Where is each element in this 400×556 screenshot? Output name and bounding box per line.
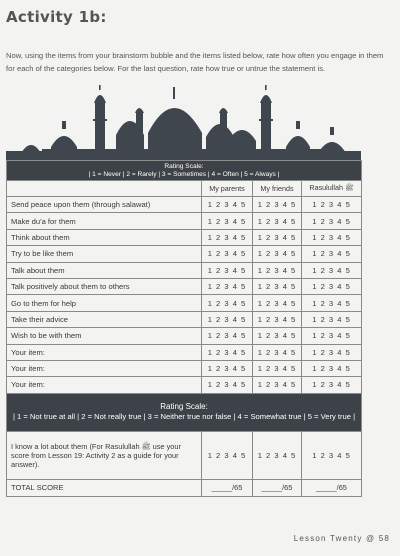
rating-options-rasulullah[interactable]: 1 2 3 4 5 — [302, 377, 362, 393]
rating-options-rasulullah[interactable]: 1 2 3 4 5 — [302, 246, 362, 262]
rating-options-friends[interactable]: 1 2 3 4 5 — [253, 295, 302, 311]
rating-options-friends[interactable]: 1 2 3 4 5 — [253, 328, 302, 344]
rating-options-rasulullah[interactable]: 1 2 3 4 5 — [302, 328, 362, 344]
rating-options-parents[interactable]: 1 2 3 4 5 — [202, 328, 253, 344]
item-label: Your item: — [7, 377, 202, 393]
rating-options-rasulullah[interactable]: 1 2 3 4 5 — [302, 197, 362, 213]
rating-options-parents[interactable]: 1 2 3 4 5 — [202, 431, 253, 479]
true-rating-scale-title: Rating Scale: — [160, 402, 208, 412]
rating-options-friends[interactable]: 1 2 3 4 5 — [253, 197, 302, 213]
rating-options-parents[interactable]: 1 2 3 4 5 — [202, 278, 253, 294]
column-header-parents: My parents — [202, 181, 253, 197]
rating-options-rasulullah[interactable]: 1 2 3 4 5 — [302, 295, 362, 311]
rating-options-parents[interactable]: 1 2 3 4 5 — [202, 295, 253, 311]
rating-options-friends[interactable]: 1 2 3 4 5 — [253, 431, 302, 479]
item-label: Think about them — [7, 229, 202, 245]
rating-options-friends[interactable]: 1 2 3 4 5 — [253, 278, 302, 294]
header-blank-cell — [7, 181, 202, 197]
table-row — [7, 344, 362, 360]
rating-options-rasulullah[interactable]: 1 2 3 4 5 — [302, 344, 362, 360]
rating-options-rasulullah[interactable]: 1 2 3 4 5 — [302, 278, 362, 294]
rating-options-friends[interactable]: 1 2 3 4 5 — [253, 262, 302, 278]
table-row — [7, 377, 362, 393]
rating-scale-text: | 1 = Never | 2 = Rarely | 3 = Sometimes | 4 = Often | 5 = Always | — [88, 171, 280, 178]
rating-options-friends[interactable]: 1 2 3 4 5 — [253, 377, 302, 393]
table-row — [7, 311, 362, 327]
rating-options-parents[interactable]: 1 2 3 4 5 — [202, 360, 253, 376]
rating-options-friends[interactable]: 1 2 3 4 5 — [253, 213, 302, 229]
table-row — [7, 246, 362, 262]
column-header-friends: My friends — [253, 181, 302, 197]
rating-options-parents[interactable]: 1 2 3 4 5 — [202, 246, 253, 262]
rating-options-parents[interactable]: 1 2 3 4 5 — [202, 213, 253, 229]
rating-options-parents[interactable]: 1 2 3 4 5 — [202, 311, 253, 327]
rating-options-rasulullah[interactable]: 1 2 3 4 5 — [302, 262, 362, 278]
instructions: Now, using the items from your brainstorm bubble and the items listed below, rate how often you engage in them for each of the categories below. For the last question, rate how true or untrue the statement is. — [6, 51, 384, 73]
rating-scale-header — [7, 161, 362, 181]
total-score-rasulullah[interactable]: _____/65 — [302, 479, 362, 496]
rating-options-rasulullah[interactable]: 1 2 3 4 5 — [302, 311, 362, 327]
table-row — [7, 278, 362, 294]
total-score-parents[interactable]: _____/65 — [202, 479, 253, 496]
table-row — [7, 328, 362, 344]
activity-title: Activity 1b: — [6, 8, 107, 26]
item-label: Go to them for help — [7, 295, 202, 311]
total-score-label: TOTAL SCORE — [7, 479, 202, 496]
table-row — [7, 197, 362, 213]
rating-options-parents[interactable]: 1 2 3 4 5 — [202, 344, 253, 360]
rating-options-rasulullah[interactable]: 1 2 3 4 5 — [302, 213, 362, 229]
item-label: Your item: — [7, 360, 202, 376]
item-label: Talk about them — [7, 262, 202, 278]
total-score-friends[interactable]: _____/65 — [253, 479, 302, 496]
rating-options-parents[interactable]: 1 2 3 4 5 — [202, 229, 253, 245]
rating-options-parents[interactable]: 1 2 3 4 5 — [202, 262, 253, 278]
true-rating-scale-header — [7, 393, 362, 431]
item-label: Try to be like them — [7, 246, 202, 262]
item-label: Send peace upon them (through salawat) — [7, 197, 202, 213]
page-footer: Lesson Twenty @ 58 — [293, 534, 390, 543]
rating-options-rasulullah[interactable]: 1 2 3 4 5 — [302, 360, 362, 376]
rating-options-friends[interactable]: 1 2 3 4 5 — [253, 360, 302, 376]
table-row — [7, 360, 362, 376]
rating-options-friends[interactable]: 1 2 3 4 5 — [253, 246, 302, 262]
rating-options-parents[interactable]: 1 2 3 4 5 — [202, 377, 253, 393]
table-row — [7, 229, 362, 245]
item-label: Take their advice — [7, 311, 202, 327]
item-label: Wish to be with them — [7, 328, 202, 344]
table-row — [7, 295, 362, 311]
rating-options-friends[interactable]: 1 2 3 4 5 — [253, 311, 302, 327]
rating-options-friends[interactable]: 1 2 3 4 5 — [253, 229, 302, 245]
item-label: Make du'a for them — [7, 213, 202, 229]
statement-cell: I know a lot about them (For Rasulullah ﷺ use your score from Lesson 19: Activity 2 as a guide for your answer). — [7, 431, 202, 479]
table-row — [7, 213, 362, 229]
mosque-skyline-illustration — [6, 85, 361, 160]
table-row — [7, 262, 362, 278]
rating-table — [6, 160, 362, 497]
column-header-rasulullah: Rasulullah ﷺ — [302, 181, 362, 197]
rating-options-friends[interactable]: 1 2 3 4 5 — [253, 344, 302, 360]
rating-options-rasulullah[interactable]: 1 2 3 4 5 — [302, 229, 362, 245]
item-label: Talk positively about them to others — [7, 278, 202, 294]
rating-options-rasulullah[interactable]: 1 2 3 4 5 — [302, 431, 362, 479]
item-label: Your item: — [7, 344, 202, 360]
true-rating-scale-text: | 1 = Not true at all | 2 = Not really true | 3 = Neither true nor false | 4 = Somewhat true | 5 = Very true | — [12, 412, 356, 422]
rating-scale-title: Rating Scale: — [164, 163, 204, 170]
rating-options-parents[interactable]: 1 2 3 4 5 — [202, 197, 253, 213]
